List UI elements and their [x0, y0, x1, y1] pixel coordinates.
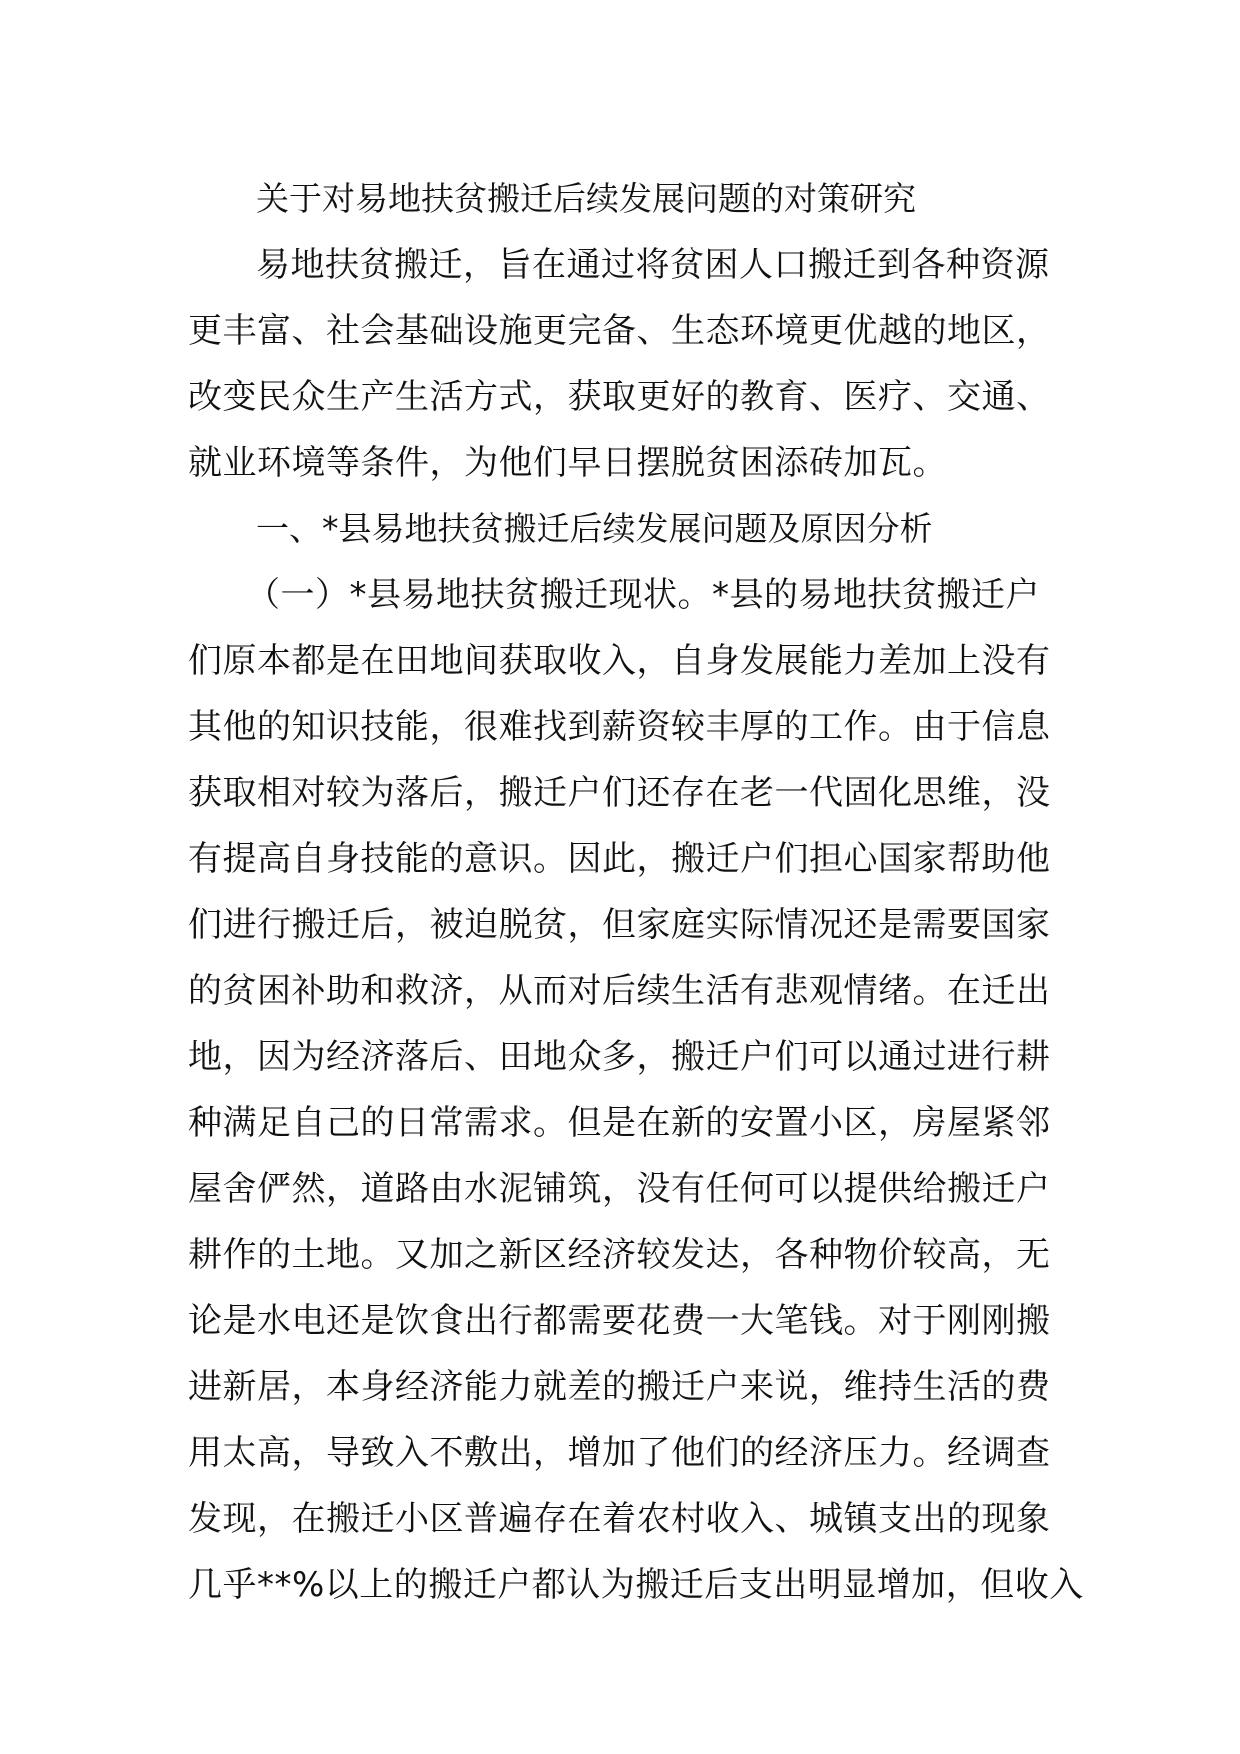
body-line: 有提高自身技能的意识。因此，搬迁户们担心国家帮助他: [188, 839, 1051, 879]
intro-line: 就业环境等条件，为他们早日摆脱贫困添砖加瓦。: [188, 443, 947, 483]
body-line: 地，因为经济落后、田地众多，搬迁户们可以通过进行耕: [188, 1037, 1051, 1077]
body-line: 种满足自己的日常需求。但是在新的安置小区，房屋紧邻: [188, 1103, 1051, 1143]
body-line: 获取相对较为落后，搬迁户们还存在老一代固化思维，没: [188, 773, 1051, 813]
document-body: [188, 166, 1084, 1618]
body-line: 其他的知识技能，很难找到薪资较丰厚的工作。由于信息: [188, 707, 1051, 747]
body-line: 论是水电还是饮食出行都需要花费一大笔钱。对于刚刚搬: [188, 1301, 1051, 1341]
intro-line: 改变民众生产生活方式，获取更好的教育、医疗、交通、: [188, 377, 1051, 417]
body-line: 进新居，本身经济能力就差的搬迁户来说，维持生活的费: [188, 1367, 1051, 1407]
body-line: 的贫困补助和救济，从而对后续生活有悲观情绪。在迁出: [188, 971, 1051, 1011]
intro-line: 更丰富、社会基础设施更完备、生态环境更优越的地区，: [188, 311, 1051, 351]
document-title: 关于对易地扶贫搬迁后续发展问题的对策研究: [256, 179, 916, 218]
body-line: 几乎**%以上的搬迁户都认为搬迁后支出明显增加，但收入: [188, 1565, 1084, 1605]
section-heading: 一、*县易地扶贫搬迁后续发展问题及原因分析: [256, 509, 933, 548]
body-line: 发现，在搬迁小区普遍存在着农村收入、城镇支出的现象: [188, 1499, 1051, 1539]
body-line: 耕作的土地。又加之新区经济较发达，各种物价较高，无: [188, 1235, 1051, 1275]
body-line: （一）*县易地扶贫搬迁现状。*县的易地扶贫搬迁户: [246, 575, 1040, 615]
body-line: 屋舍俨然，道路由水泥铺筑，没有任何可以提供给搬迁户: [188, 1169, 1051, 1209]
body-line: 们进行搬迁后，被迫脱贫，但家庭实际情况还是需要国家: [188, 905, 1051, 945]
intro-line: 易地扶贫搬迁，旨在通过将贫困人口搬迁到各种资源: [256, 245, 1050, 285]
body-line: 用太高，导致入不敷出，增加了他们的经济压力。经调查: [188, 1433, 1051, 1473]
body-line: 们原本都是在田地间获取收入，自身发展能力差加上没有: [188, 641, 1051, 681]
